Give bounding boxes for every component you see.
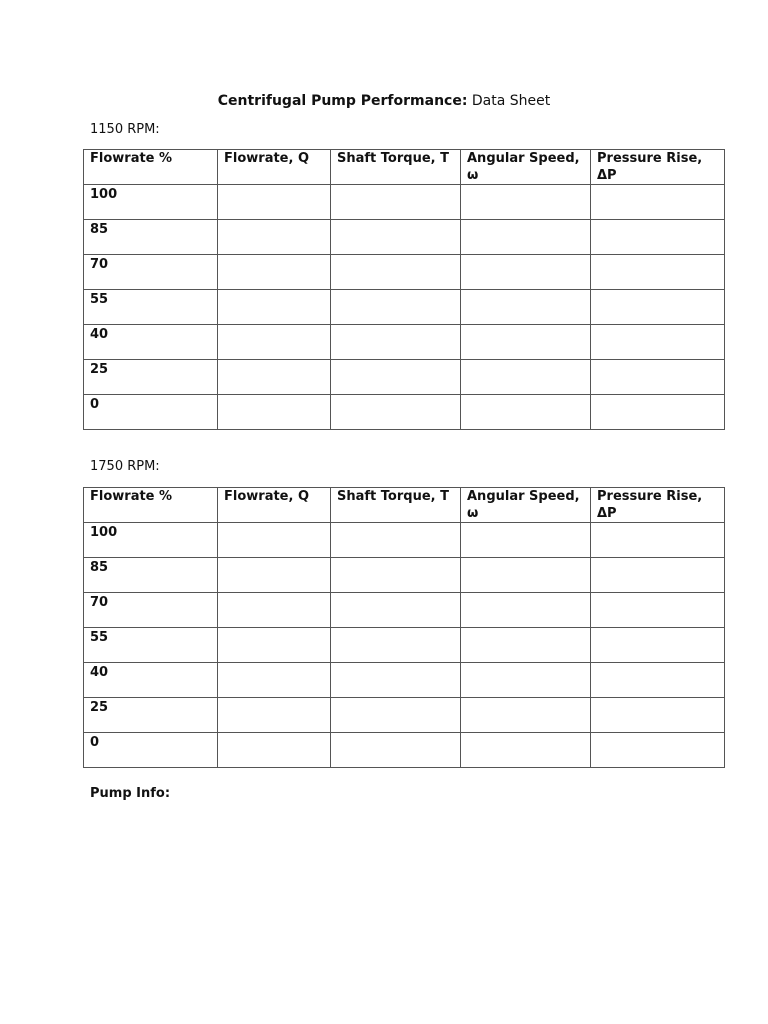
table-row — [84, 290, 725, 325]
input-cell[interactable] — [218, 558, 331, 593]
input-cell[interactable] — [461, 220, 591, 255]
input-cell[interactable] — [331, 698, 461, 733]
input-cell[interactable] — [331, 290, 461, 325]
table-row — [84, 628, 725, 663]
table-row — [84, 185, 725, 220]
input-cell[interactable] — [218, 733, 331, 768]
flowrate-pct-cell: 70 — [84, 593, 218, 628]
header-pressure-rise: Pressure Rise, ΔP — [591, 150, 725, 185]
input-cell[interactable] — [331, 360, 461, 395]
table-header-row — [84, 150, 725, 185]
input-cell[interactable] — [331, 663, 461, 698]
input-cell[interactable] — [591, 255, 725, 290]
input-cell[interactable] — [331, 185, 461, 220]
input-cell[interactable] — [591, 290, 725, 325]
table-header-row — [84, 488, 725, 523]
input-cell[interactable] — [461, 255, 591, 290]
input-cell[interactable] — [461, 395, 591, 430]
header-shaft-torque: Shaft Torque, T — [331, 150, 461, 185]
table-row — [84, 593, 725, 628]
header-pressure-rise: Pressure Rise, ΔP — [591, 488, 725, 523]
header-flowrate-pct: Flowrate % — [84, 150, 218, 185]
flowrate-pct-cell: 55 — [84, 290, 218, 325]
table-row — [84, 733, 725, 768]
header-flowrate-pct: Flowrate % — [84, 488, 218, 523]
flowrate-pct-cell: 40 — [84, 325, 218, 360]
pump-info-label: Pump Info: — [90, 786, 171, 801]
input-cell[interactable] — [591, 733, 725, 768]
flowrate-pct-cell: 70 — [84, 255, 218, 290]
input-cell[interactable] — [218, 220, 331, 255]
input-cell[interactable] — [218, 523, 331, 558]
input-cell[interactable] — [591, 360, 725, 395]
input-cell[interactable] — [218, 360, 331, 395]
table-row — [84, 395, 725, 430]
header-angular-speed: Angular Speed, ω — [461, 488, 591, 523]
title-normal: Data Sheet — [471, 93, 551, 109]
input-cell[interactable] — [461, 290, 591, 325]
flowrate-pct-cell: 0 — [84, 733, 218, 768]
input-cell[interactable] — [331, 220, 461, 255]
input-cell[interactable] — [591, 663, 725, 698]
flowrate-pct-cell: 0 — [84, 395, 218, 430]
input-cell[interactable] — [218, 663, 331, 698]
input-cell[interactable] — [331, 523, 461, 558]
page-title — [0, 92, 768, 110]
section-label-1750: 1750 RPM: — [90, 459, 160, 474]
input-cell[interactable] — [591, 325, 725, 360]
input-cell[interactable] — [591, 220, 725, 255]
input-cell[interactable] — [331, 593, 461, 628]
input-cell[interactable] — [591, 558, 725, 593]
table-row — [84, 698, 725, 733]
table-row — [84, 663, 725, 698]
input-cell[interactable] — [218, 290, 331, 325]
input-cell[interactable] — [218, 255, 331, 290]
header-angular-speed: Angular Speed, ω — [461, 150, 591, 185]
flowrate-pct-cell: 100 — [84, 185, 218, 220]
section-label-1150: 1150 RPM: — [90, 122, 160, 137]
table-row — [84, 360, 725, 395]
title-bold: Centrifugal Pump Performance: — [217, 93, 468, 109]
input-cell[interactable] — [461, 558, 591, 593]
table-row — [84, 255, 725, 290]
table-row — [84, 220, 725, 255]
flowrate-pct-cell: 100 — [84, 523, 218, 558]
input-cell[interactable] — [218, 395, 331, 430]
header-flowrate-q: Flowrate, Q — [218, 150, 331, 185]
input-cell[interactable] — [218, 628, 331, 663]
input-cell[interactable] — [591, 395, 725, 430]
input-cell[interactable] — [461, 185, 591, 220]
input-cell[interactable] — [331, 628, 461, 663]
input-cell[interactable] — [461, 523, 591, 558]
input-cell[interactable] — [461, 628, 591, 663]
input-cell[interactable] — [218, 593, 331, 628]
input-cell[interactable] — [218, 185, 331, 220]
input-cell[interactable] — [461, 593, 591, 628]
header-shaft-torque: Shaft Torque, T — [331, 488, 461, 523]
input-cell[interactable] — [461, 733, 591, 768]
table-row — [84, 325, 725, 360]
input-cell[interactable] — [461, 360, 591, 395]
input-cell[interactable] — [331, 558, 461, 593]
input-cell[interactable] — [591, 698, 725, 733]
flowrate-pct-cell: 40 — [84, 663, 218, 698]
flowrate-pct-cell: 85 — [84, 220, 218, 255]
input-cell[interactable] — [218, 698, 331, 733]
flowrate-pct-cell: 85 — [84, 558, 218, 593]
input-cell[interactable] — [591, 593, 725, 628]
input-cell[interactable] — [461, 325, 591, 360]
flowrate-pct-cell: 25 — [84, 698, 218, 733]
data-table-1750 — [83, 487, 725, 768]
input-cell[interactable] — [591, 523, 725, 558]
table-row — [84, 523, 725, 558]
flowrate-pct-cell: 55 — [84, 628, 218, 663]
input-cell[interactable] — [331, 733, 461, 768]
input-cell[interactable] — [461, 698, 591, 733]
input-cell[interactable] — [331, 255, 461, 290]
input-cell[interactable] — [461, 663, 591, 698]
header-flowrate-q: Flowrate, Q — [218, 488, 331, 523]
input-cell[interactable] — [591, 628, 725, 663]
input-cell[interactable] — [331, 395, 461, 430]
input-cell[interactable] — [591, 185, 725, 220]
table-row — [84, 558, 725, 593]
data-table-1150 — [83, 149, 725, 430]
input-cell[interactable] — [218, 325, 331, 360]
input-cell[interactable] — [331, 325, 461, 360]
flowrate-pct-cell: 25 — [84, 360, 218, 395]
